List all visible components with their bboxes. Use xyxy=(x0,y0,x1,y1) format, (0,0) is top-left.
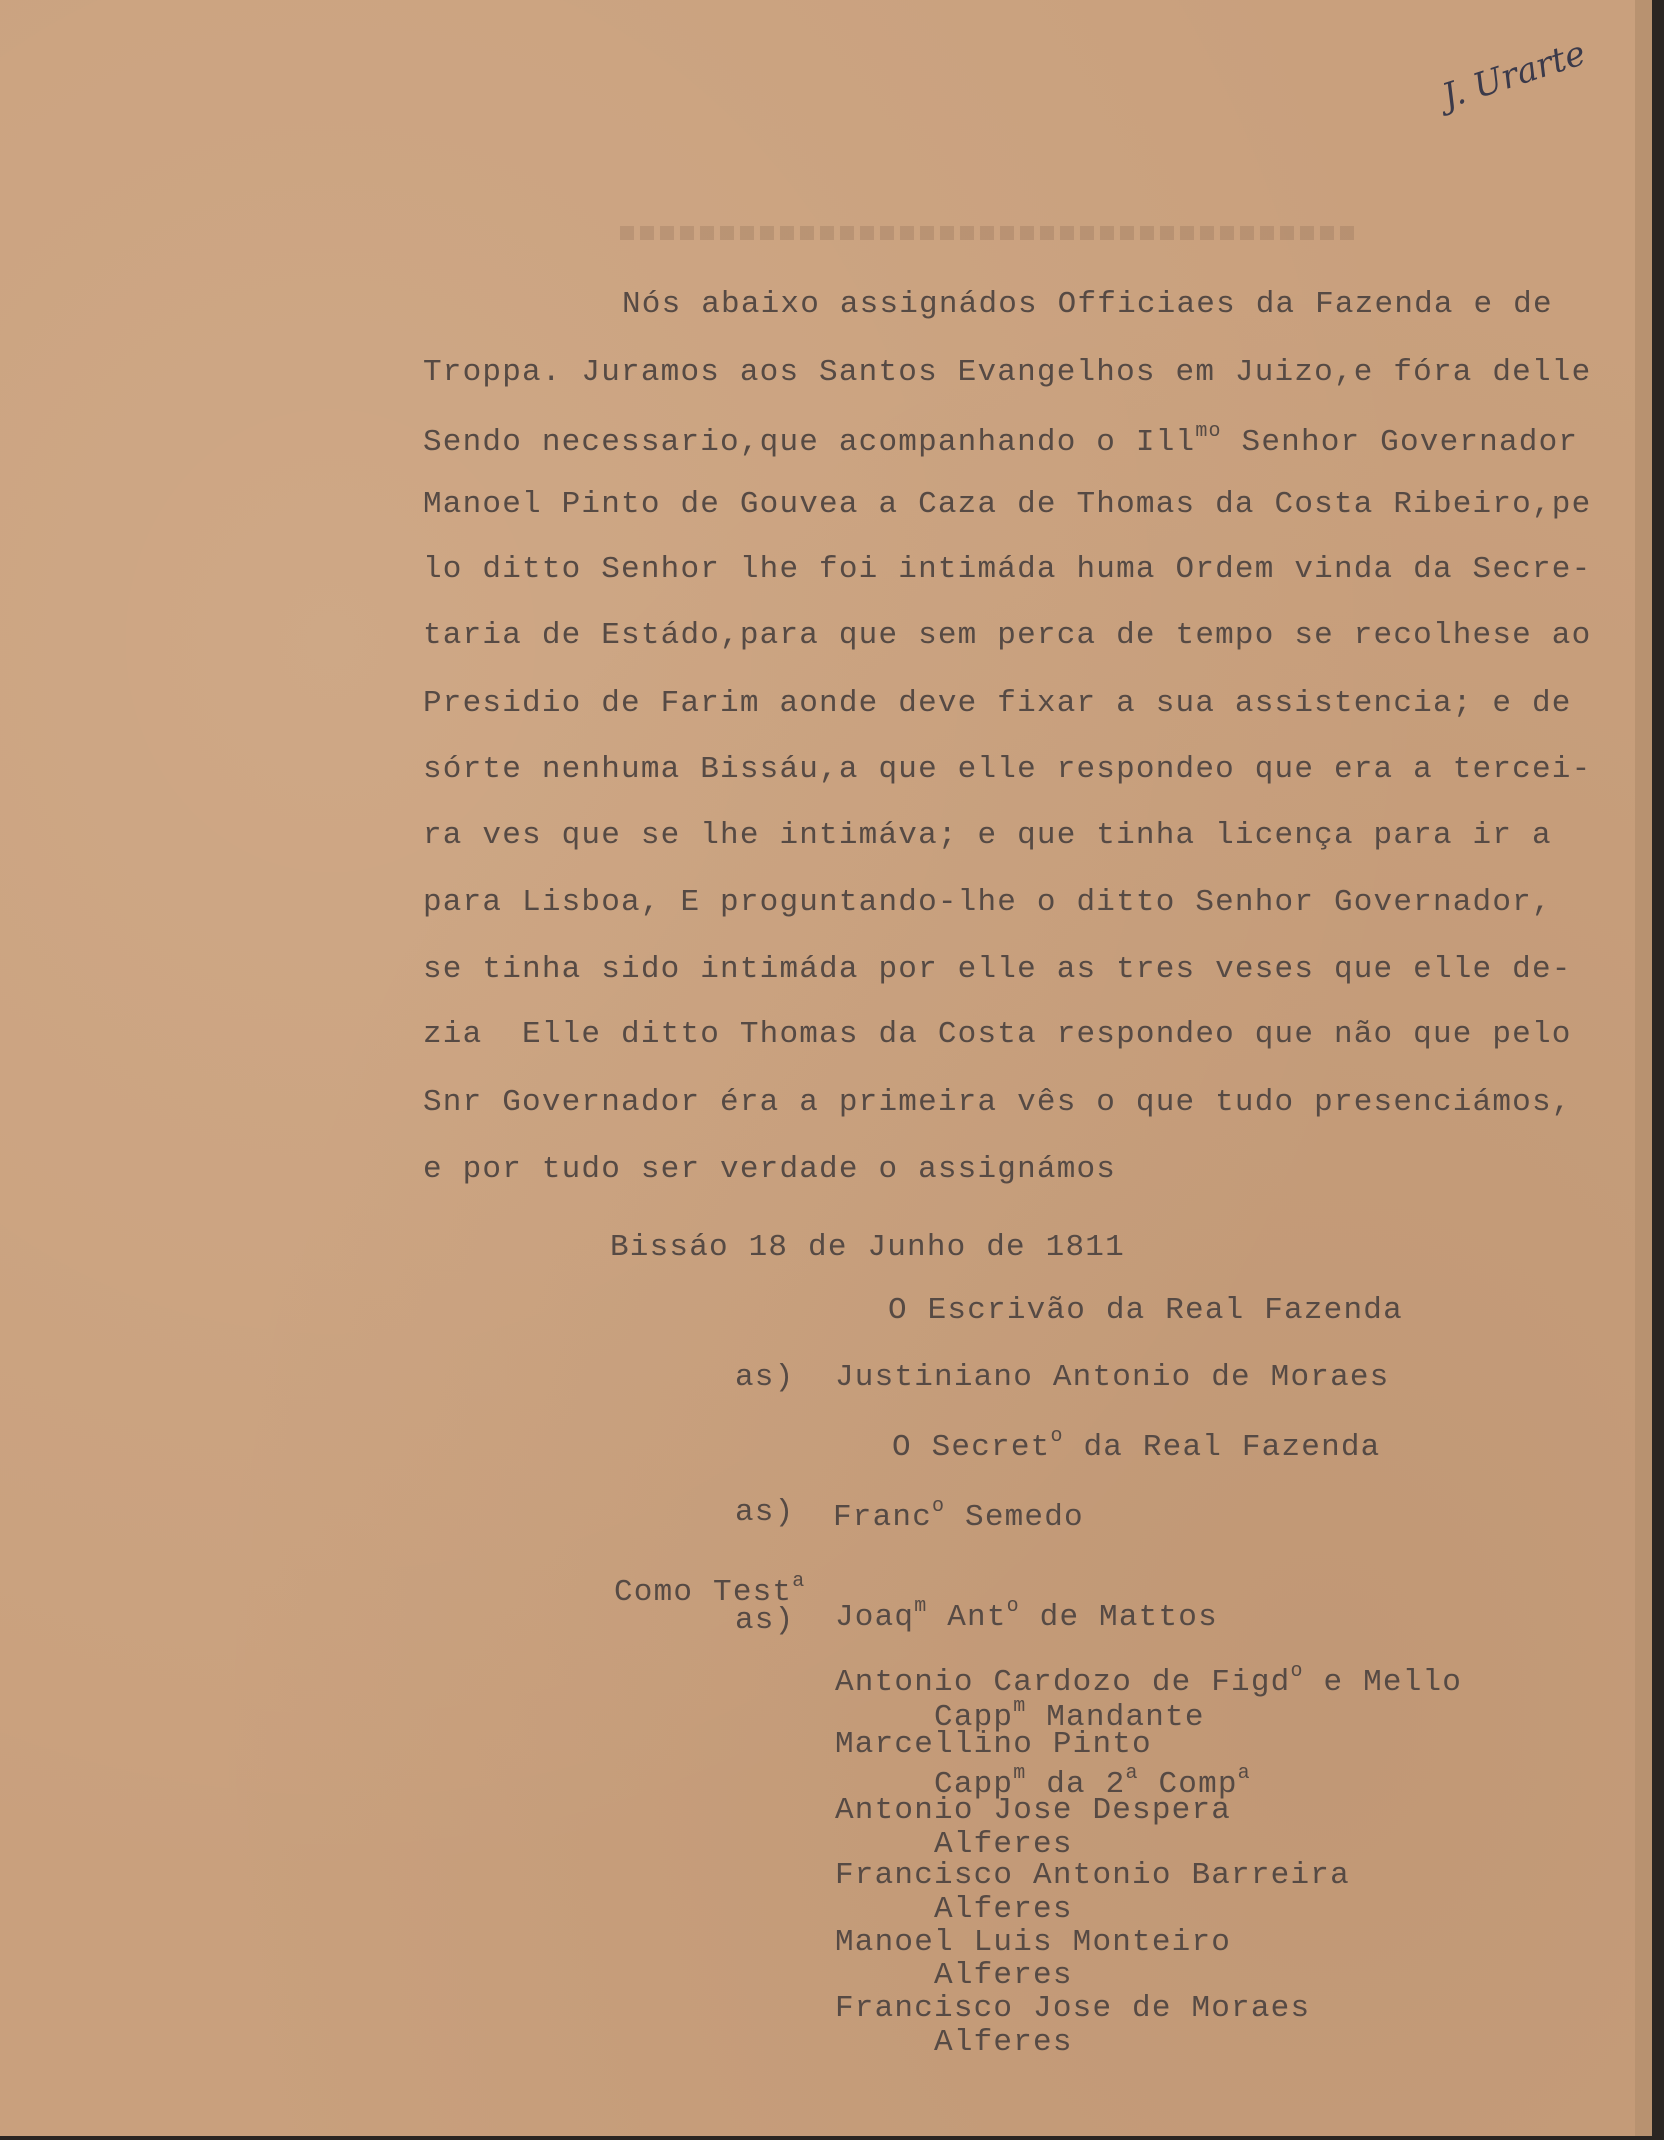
body-line: zia Elle ditto Thomas da Costa respondeo que não que pelo xyxy=(423,1017,1572,1052)
body-line: para Lisboa, E proguntando-lhe o ditto Senhor Governador, xyxy=(423,885,1552,920)
body-line: ra ves que se lhe intimáva; e que tinha licença para ir a xyxy=(423,818,1552,853)
body-line: Manoel Pinto de Gouvea a Caza de Thomas da Costa Ribeiro,pe xyxy=(423,487,1592,522)
witness-line: Manoel Luis Monteiro xyxy=(835,1925,1232,1960)
witness-line: Antonio Jose Despera xyxy=(835,1793,1232,1828)
witness-line: Alferes xyxy=(835,2025,1073,2060)
witness-line: Capp$^m$ Mandante xyxy=(835,1695,1205,1735)
superscript: m xyxy=(914,1595,928,1618)
body-line: Sendo necessario,que acompanhando o Ill$^{mo}$ Senhor Governador xyxy=(423,420,1579,460)
body-line: lo ditto Senhor lhe foi intimáda huma Ordem vinda da Secre- xyxy=(423,552,1592,587)
body-line: e por tudo ser verdade o assignámos xyxy=(423,1152,1117,1187)
as-label: as) xyxy=(735,1603,795,1638)
witness-line: Francisco Antonio Barreira xyxy=(835,1858,1350,1893)
faint-erased-line xyxy=(620,226,1360,240)
superscript: o xyxy=(1050,1425,1064,1448)
secret-name: Franc$^o$ Semedo xyxy=(833,1495,1084,1535)
body-line: Presidio de Farim aonde deve fixar a sua assistencia; e de xyxy=(423,686,1572,721)
as-label: as) xyxy=(735,1495,795,1530)
date-line: Bissáo 18 de Junho de 1811 xyxy=(610,1230,1125,1265)
witness-line: Alferes xyxy=(835,1827,1073,1862)
body-line: taria de Estádo,para que sem perca de tempo se recolhese ao xyxy=(423,618,1592,653)
secret-title: O Secret$^o$ da Real Fazenda xyxy=(892,1425,1381,1465)
body-line: Snr Governador éra a primeira vês o que tudo presenciámos, xyxy=(423,1085,1572,1120)
witness-line: Alferes xyxy=(835,1892,1073,1927)
superscript: o xyxy=(1290,1660,1304,1683)
superscript: a xyxy=(1237,1762,1251,1785)
witness-line: Joaq$^m$ Ant$^o$ de Mattos xyxy=(835,1595,1218,1635)
page-edge xyxy=(1635,0,1652,2136)
witness-line: Alferes xyxy=(835,1958,1073,1993)
as-label: as) xyxy=(735,1360,795,1395)
superscript: m xyxy=(1013,1695,1027,1718)
superscript: a xyxy=(792,1570,806,1593)
escrivao-name: Justiniano Antonio de Moraes xyxy=(835,1360,1390,1395)
superscript: m xyxy=(1013,1762,1027,1785)
superscript: o xyxy=(1006,1595,1020,1618)
superscript: a xyxy=(1125,1762,1139,1785)
body-line: se tinha sido intimáda por elle as tres veses que elle de- xyxy=(423,952,1572,987)
witness-line: Francisco Jose de Moraes xyxy=(835,1991,1311,2026)
witness-line: Antonio Cardozo de Figd$^o$ e Mello xyxy=(835,1660,1463,1700)
signature-mark: J. Urarte xyxy=(1437,33,1591,117)
body-line: Troppa. Juramos aos Santos Evangelhos em Juizo,e fóra delle xyxy=(423,355,1592,390)
witness-line: Capp$^m$ da 2$^a$ Comp$^a$ xyxy=(835,1762,1251,1802)
como-test-label: Como Test$^a$ xyxy=(614,1570,806,1610)
body-line: sórte nenhuma Bissáu,a que elle respondeo que era a tercei- xyxy=(423,752,1592,787)
escrivao-title: O Escrivão da Real Fazenda xyxy=(888,1293,1403,1328)
superscript: o xyxy=(932,1495,946,1518)
body-line: Nós abaixo assignádos Officiaes da Fazenda e de xyxy=(622,287,1553,322)
witness-line: Marcellino Pinto xyxy=(835,1727,1152,1762)
superscript: mo xyxy=(1195,420,1222,443)
